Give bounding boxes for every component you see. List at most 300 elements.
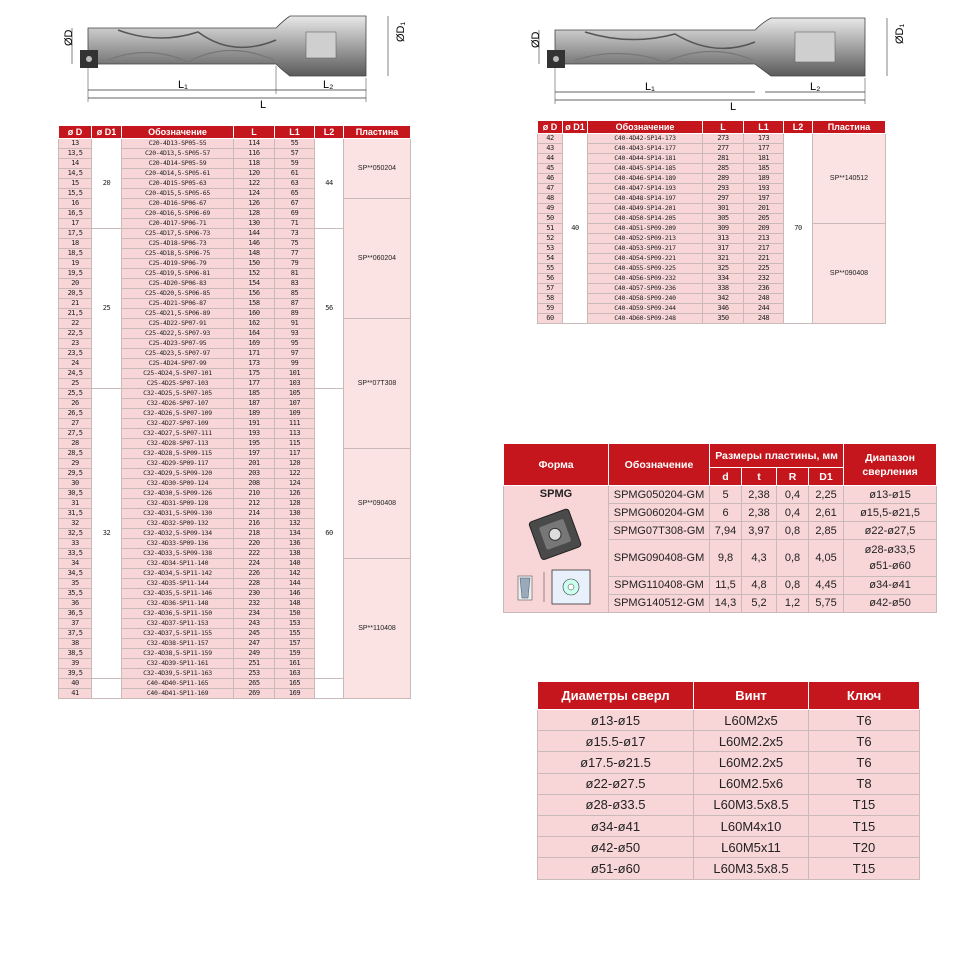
screw-cell: L60M3.5x8.5	[694, 794, 809, 815]
l1-cell: 89	[275, 309, 315, 319]
l-cell: 232	[234, 599, 275, 609]
drill-drawing-right	[515, 10, 915, 120]
code-cell: C40-4D47-SP14-193	[588, 184, 703, 194]
diameter-cell: 26,5	[59, 409, 92, 419]
l1-cell: 81	[275, 269, 315, 279]
col-code: Обозначение	[609, 444, 710, 486]
range-line-1: ø28-ø33,5	[864, 544, 916, 557]
l-cell: 346	[703, 304, 744, 314]
t1-header-5: L2	[315, 126, 344, 139]
l1-cell: 134	[275, 529, 315, 539]
code-cell: C32-4D32,5-SP09-134	[122, 529, 234, 539]
key-cell: T15	[809, 858, 920, 879]
l1-cell: 138	[275, 549, 315, 559]
diameter-cell: 30	[59, 479, 92, 489]
code-cell: C32-4D39,5-SP11-163	[122, 669, 234, 679]
l1-cell: 193	[744, 184, 784, 194]
l-cell: 234	[234, 609, 275, 619]
plate-cell: SP**07T308	[344, 319, 411, 449]
table-row	[538, 815, 920, 836]
l-cell: 197	[234, 449, 275, 459]
key-cell: T6	[809, 752, 920, 773]
code-cell: C40-4D40-SP11-165	[122, 679, 234, 689]
diameter-cell: 31,5	[59, 509, 92, 519]
l1-cell: 99	[275, 359, 315, 369]
l1-cell: 79	[275, 259, 315, 269]
code-cell: C25-4D22,5-SP07-93	[122, 329, 234, 339]
l-cell: 245	[234, 629, 275, 639]
t1-header-4: L1	[275, 126, 315, 139]
code-cell: C40-4D43-SP14-177	[588, 144, 703, 154]
screw-cell: L60M5x11	[694, 837, 809, 858]
screw-cell: L60M3.5x8.5	[694, 858, 809, 879]
l-cell: 191	[234, 419, 275, 429]
l2-cell: 44	[315, 139, 344, 229]
l1-cell: 124	[275, 479, 315, 489]
table-row	[538, 773, 920, 794]
col-sizes: Размеры пластины, мм	[710, 444, 844, 468]
size-cell: 0,4	[777, 486, 809, 504]
l1-cell: 111	[275, 419, 315, 429]
code-cell: C40-4D49-SP14-201	[588, 204, 703, 214]
t1-header-6: Пластина	[344, 126, 411, 139]
l-cell: 150	[234, 259, 275, 269]
l-cell: 253	[234, 669, 275, 679]
l1-cell: 113	[275, 429, 315, 439]
table-row	[538, 794, 920, 815]
l-cell: 350	[703, 314, 744, 324]
l1-cell: 236	[744, 284, 784, 294]
size-cell: 5	[710, 486, 742, 504]
l1-cell: 181	[744, 154, 784, 164]
l1-cell: 115	[275, 439, 315, 449]
code-cell: C40-4D55-SP09-225	[588, 264, 703, 274]
diameter-cell: 28	[59, 439, 92, 449]
code-cell: C32-4D33-SP09-136	[122, 539, 234, 549]
diameter-cell: 19	[59, 259, 92, 269]
size-cell: 2,85	[809, 522, 844, 540]
diameter-cell: 14,5	[59, 169, 92, 179]
code-cell: C32-4D27-SP07-109	[122, 419, 234, 429]
code-cell: C32-4D25,5-SP07-105	[122, 389, 234, 399]
l-cell: 301	[703, 204, 744, 214]
size-cell: 2,61	[809, 504, 844, 522]
l1-cell: 144	[275, 579, 315, 589]
diameter-cell: 18	[59, 239, 92, 249]
code-cell: C25-4D17,5-SP06-73	[122, 229, 234, 239]
size-cell: 5,75	[809, 594, 844, 612]
diameter-cell: 13	[59, 139, 92, 149]
diameter-cell: 42	[538, 134, 563, 144]
code-cell: C32-4D34,5-SP11-142	[122, 569, 234, 579]
l1-cell: 205	[744, 214, 784, 224]
diameter-cell: 37,5	[59, 629, 92, 639]
diameter-cell: 32,5	[59, 529, 92, 539]
diameter-range-cell: ø42-ø50	[538, 837, 694, 858]
l1-cell: 126	[275, 489, 315, 499]
code-cell: C25-4D24-SP07-99	[122, 359, 234, 369]
table-row	[538, 134, 886, 144]
l-cell: 152	[234, 269, 275, 279]
t1-header-0: ø D	[59, 126, 92, 139]
code-cell: C32-4D26-SP07-107	[122, 399, 234, 409]
diameter-cell: 38	[59, 639, 92, 649]
size-cell: 6	[710, 504, 742, 522]
d1-label: ØD₁	[395, 21, 407, 42]
code-cell: C20-4D13,5-SP05-57	[122, 149, 234, 159]
d1-label-right: ØD₁	[894, 23, 906, 44]
l-cell: 185	[234, 389, 275, 399]
table-row	[538, 224, 886, 234]
l1-cell: 83	[275, 279, 315, 289]
code-cell: C25-4D20,5-SP06-85	[122, 289, 234, 299]
code-cell: C40-4D58-SP09-240	[588, 294, 703, 304]
code-cell: C40-4D54-SP09-221	[588, 254, 703, 264]
size-cell: 4,8	[742, 576, 777, 594]
l2-cell	[315, 679, 344, 699]
code-cell: C32-4D35-SP11-144	[122, 579, 234, 589]
l1-cell: 65	[275, 189, 315, 199]
l-cell: 210	[234, 489, 275, 499]
code-cell: C20-4D16-SP06-67	[122, 199, 234, 209]
l1-cell: 69	[275, 209, 315, 219]
code-cell: C32-4D28,5-SP09-115	[122, 449, 234, 459]
l-cell: 281	[703, 154, 744, 164]
l1-cell: 67	[275, 199, 315, 209]
size-subheader-3: D1	[809, 468, 844, 486]
code-cell: C32-4D39-SP11-161	[122, 659, 234, 669]
l1-cell: 146	[275, 589, 315, 599]
range-cell: ø34-ø41	[844, 576, 937, 594]
l-cell: 285	[703, 164, 744, 174]
code-cell: C40-4D46-SP14-189	[588, 174, 703, 184]
l-cell: 124	[234, 189, 275, 199]
size-cell: 7,94	[710, 522, 742, 540]
code-cell: C20-4D16,5-SP06-69	[122, 209, 234, 219]
l-label: L	[260, 99, 267, 111]
l-cell: 216	[234, 519, 275, 529]
code-cell: C25-4D21,5-SP06-89	[122, 309, 234, 319]
l1-cell: 105	[275, 389, 315, 399]
diameter-cell: 15,5	[59, 189, 92, 199]
l-cell: 130	[234, 219, 275, 229]
l1-cell: 209	[744, 224, 784, 234]
l-cell: 208	[234, 479, 275, 489]
diameter-cell: 21,5	[59, 309, 92, 319]
code-cell: C25-4D19-SP06-79	[122, 259, 234, 269]
l1-cell: 101	[275, 369, 315, 379]
l1-cell: 217	[744, 244, 784, 254]
diameter-cell: 20	[59, 279, 92, 289]
code-cell: C25-4D23,5-SP07-97	[122, 349, 234, 359]
l1-cell: 140	[275, 559, 315, 569]
diameter-cell: 38,5	[59, 649, 92, 659]
range-cell: ø15,5-ø21,5	[844, 504, 937, 522]
size-cell: 2,25	[809, 486, 844, 504]
code-cell: C20-4D14,5-SP05-61	[122, 169, 234, 179]
l1-cell: 173	[744, 134, 784, 144]
insert-code: SPMG060204-GM	[609, 504, 710, 522]
l1-cell: 107	[275, 399, 315, 409]
l1-cell: 71	[275, 219, 315, 229]
table-row	[59, 139, 411, 149]
diameter-cell: 37	[59, 619, 92, 629]
l-cell: 309	[703, 224, 744, 234]
diameter-cell: 27	[59, 419, 92, 429]
size-cell: 4,3	[742, 540, 777, 576]
form-label: SPMG	[539, 488, 573, 500]
diameter-cell: 20,5	[59, 289, 92, 299]
code-cell: C32-4D29,5-SP09-120	[122, 469, 234, 479]
t2-header-4: L1	[744, 121, 784, 134]
size-cell: 1,2	[777, 594, 809, 612]
l-cell: 201	[234, 459, 275, 469]
t2-header-2: Обозначение	[588, 121, 703, 134]
range-cell: ø13-ø15	[844, 486, 937, 504]
l1-cell: 221	[744, 254, 784, 264]
diameter-cell: 14	[59, 159, 92, 169]
size-cell: 4,05	[809, 540, 844, 576]
insert-code: SPMG140512-GM	[609, 594, 710, 612]
size-cell: 4,45	[809, 576, 844, 594]
code-cell: C25-4D23-SP07-95	[122, 339, 234, 349]
diameter-cell: 24,5	[59, 369, 92, 379]
l-cell: 175	[234, 369, 275, 379]
code-cell: C32-4D37-SP11-153	[122, 619, 234, 629]
code-cell: C40-4D60-SP09-248	[588, 314, 703, 324]
range-cell: ø22-ø27,5	[844, 522, 937, 540]
diameter-cell: 58	[538, 294, 563, 304]
diameter-cell: 27,5	[59, 429, 92, 439]
diameter-cell: 29	[59, 459, 92, 469]
diameter-cell: 29,5	[59, 469, 92, 479]
size-subheader-2: R	[777, 468, 809, 486]
code-cell: C32-4D38-SP11-157	[122, 639, 234, 649]
drill-table-small	[58, 125, 411, 699]
code-cell: C32-4D38,5-SP11-159	[122, 649, 234, 659]
code-cell: C32-4D27,5-SP07-111	[122, 429, 234, 439]
d-label-right: ØD	[530, 31, 542, 48]
l-cell: 156	[234, 289, 275, 299]
size-cell: 14,3	[710, 594, 742, 612]
diameter-cell: 40	[59, 679, 92, 689]
code-cell: C32-4D30-SP09-124	[122, 479, 234, 489]
l1-cell: 61	[275, 169, 315, 179]
insert-table	[503, 443, 937, 613]
code-cell: C40-4D44-SP14-181	[588, 154, 703, 164]
l-cell: 122	[234, 179, 275, 189]
code-cell: C40-4D56-SP09-232	[588, 274, 703, 284]
screw-cell: L60M2x5	[694, 710, 809, 731]
l1-cell: 122	[275, 469, 315, 479]
diameter-cell: 46	[538, 174, 563, 184]
diameter-cell: 33	[59, 539, 92, 549]
table-row	[538, 837, 920, 858]
l-cell: 338	[703, 284, 744, 294]
l-cell: 120	[234, 169, 275, 179]
l1-cell: 159	[275, 649, 315, 659]
l-cell: 247	[234, 639, 275, 649]
l-cell: 228	[234, 579, 275, 589]
l1-cell: 117	[275, 449, 315, 459]
l1-cell: 87	[275, 299, 315, 309]
insert-image	[508, 502, 604, 612]
code-cell: C40-4D51-SP09-209	[588, 224, 703, 234]
key-cell: T6	[809, 710, 920, 731]
diameter-cell: 41	[59, 689, 92, 699]
code-cell: C25-4D24,5-SP07-101	[122, 369, 234, 379]
insert-code: SPMG07T308-GM	[609, 522, 710, 540]
l1-cell: 153	[275, 619, 315, 629]
diameter-cell: 45	[538, 164, 563, 174]
diameter-cell: 17,5	[59, 229, 92, 239]
l1-cell: 163	[275, 669, 315, 679]
l-cell: 222	[234, 549, 275, 559]
l1-cell: 95	[275, 339, 315, 349]
code-cell: C40-4D59-SP09-244	[588, 304, 703, 314]
l-cell: 162	[234, 319, 275, 329]
size-cell: 9,8	[710, 540, 742, 576]
plate-cell: SP**090408	[344, 449, 411, 559]
diameter-cell: 28,5	[59, 449, 92, 459]
code-cell: C32-4D26,5-SP07-109	[122, 409, 234, 419]
l-cell: 249	[234, 649, 275, 659]
code-cell: C40-4D41-SP11-169	[122, 689, 234, 699]
insert-form-cell	[504, 486, 609, 613]
diameter-cell: 34	[59, 559, 92, 569]
size-cell: 0,8	[777, 540, 809, 576]
diameter-cell: 26	[59, 399, 92, 409]
code-cell: C32-4D30,5-SP09-126	[122, 489, 234, 499]
code-cell: C32-4D32-SP09-132	[122, 519, 234, 529]
screw-cell: L60M2.2x5	[694, 752, 809, 773]
l-cell: 224	[234, 559, 275, 569]
plate-cell: SP**090408	[813, 224, 886, 324]
l-cell: 187	[234, 399, 275, 409]
code-cell: C32-4D34-SP11-140	[122, 559, 234, 569]
diameter-range-cell: ø28-ø33.5	[538, 794, 694, 815]
l-cell: 126	[234, 199, 275, 209]
d1-cell	[92, 679, 122, 699]
l-cell: 177	[234, 379, 275, 389]
diameter-cell: 23,5	[59, 349, 92, 359]
l-cell: 214	[234, 509, 275, 519]
l-cell: 243	[234, 619, 275, 629]
code-cell: C32-4D31-SP09-128	[122, 499, 234, 509]
key-cell: T15	[809, 815, 920, 836]
l-cell: 203	[234, 469, 275, 479]
screw-table	[537, 681, 920, 880]
l2-cell: 60	[315, 389, 344, 679]
diameter-cell: 48	[538, 194, 563, 204]
l-cell: 251	[234, 659, 275, 669]
l-cell: 171	[234, 349, 275, 359]
t1-header-1: ø D1	[92, 126, 122, 139]
diameter-cell: 39,5	[59, 669, 92, 679]
table-row	[538, 858, 920, 879]
diameter-cell: 60	[538, 314, 563, 324]
code-cell: C32-4D29-SP09-117	[122, 459, 234, 469]
size-cell: 0,4	[777, 504, 809, 522]
diameter-cell: 13,5	[59, 149, 92, 159]
l1-cell: 165	[275, 679, 315, 689]
code-cell: C25-4D18,5-SP06-75	[122, 249, 234, 259]
table-row	[538, 752, 920, 773]
l1-cell: 73	[275, 229, 315, 239]
code-cell: C25-4D22-SP07-91	[122, 319, 234, 329]
l-cell: 317	[703, 244, 744, 254]
diameter-cell: 31	[59, 499, 92, 509]
code-cell: C25-4D19,5-SP06-81	[122, 269, 234, 279]
diameter-cell: 30,5	[59, 489, 92, 499]
l1-cell: 57	[275, 149, 315, 159]
size-cell: 5,2	[742, 594, 777, 612]
code-cell: C40-4D48-SP14-197	[588, 194, 703, 204]
key-cell: T15	[809, 794, 920, 815]
code-cell: C20-4D13-SP05-55	[122, 139, 234, 149]
col-form: Форма	[504, 444, 609, 486]
l-label-right: L	[730, 101, 737, 113]
d1-cell: 25	[92, 229, 122, 389]
table-row	[504, 486, 937, 504]
l1-cell: 109	[275, 409, 315, 419]
diameter-cell: 25,5	[59, 389, 92, 399]
drill-drawing-left	[48, 10, 408, 120]
diameter-cell: 22	[59, 319, 92, 329]
size-subheader-1: t	[742, 468, 777, 486]
l1-cell: 225	[744, 264, 784, 274]
l1-cell: 240	[744, 294, 784, 304]
diameter-cell: 43	[538, 144, 563, 154]
code-cell: C40-4D52-SP09-213	[588, 234, 703, 244]
t1-header-3: L	[234, 126, 275, 139]
code-cell: C25-4D21-SP06-87	[122, 299, 234, 309]
l-cell: 195	[234, 439, 275, 449]
screw-cell: L60M2.5x6	[694, 773, 809, 794]
l-cell: 226	[234, 569, 275, 579]
diameter-cell: 52	[538, 234, 563, 244]
code-cell: C32-4D36-SP11-148	[122, 599, 234, 609]
code-cell: C32-4D37,5-SP11-155	[122, 629, 234, 639]
l-cell: 148	[234, 249, 275, 259]
l1-cell: 59	[275, 159, 315, 169]
size-cell: 2,38	[742, 486, 777, 504]
l-cell: 114	[234, 139, 275, 149]
size-cell: 11,5	[710, 576, 742, 594]
t2-header-1: ø D1	[563, 121, 588, 134]
d1-cell: 32	[92, 389, 122, 679]
diameter-cell: 50	[538, 214, 563, 224]
l-cell: 158	[234, 299, 275, 309]
l-cell: 293	[703, 184, 744, 194]
l2-label-right: L₂	[810, 81, 821, 93]
d-label: ØD	[63, 29, 75, 46]
key-cell: T20	[809, 837, 920, 858]
code-cell: C32-4D36,5-SP11-150	[122, 609, 234, 619]
l-cell: 269	[234, 689, 275, 699]
l-cell: 313	[703, 234, 744, 244]
diameter-cell: 51	[538, 224, 563, 234]
code-cell: C25-4D18-SP06-73	[122, 239, 234, 249]
diameter-cell: 19,5	[59, 269, 92, 279]
diameter-range-cell: ø17.5-ø21.5	[538, 752, 694, 773]
diameter-range-cell: ø13-ø15	[538, 710, 694, 731]
l-cell: 273	[703, 134, 744, 144]
diameter-cell: 57	[538, 284, 563, 294]
l2-label: L₂	[323, 79, 334, 91]
diameter-cell: 49	[538, 204, 563, 214]
l1-cell: 157	[275, 639, 315, 649]
